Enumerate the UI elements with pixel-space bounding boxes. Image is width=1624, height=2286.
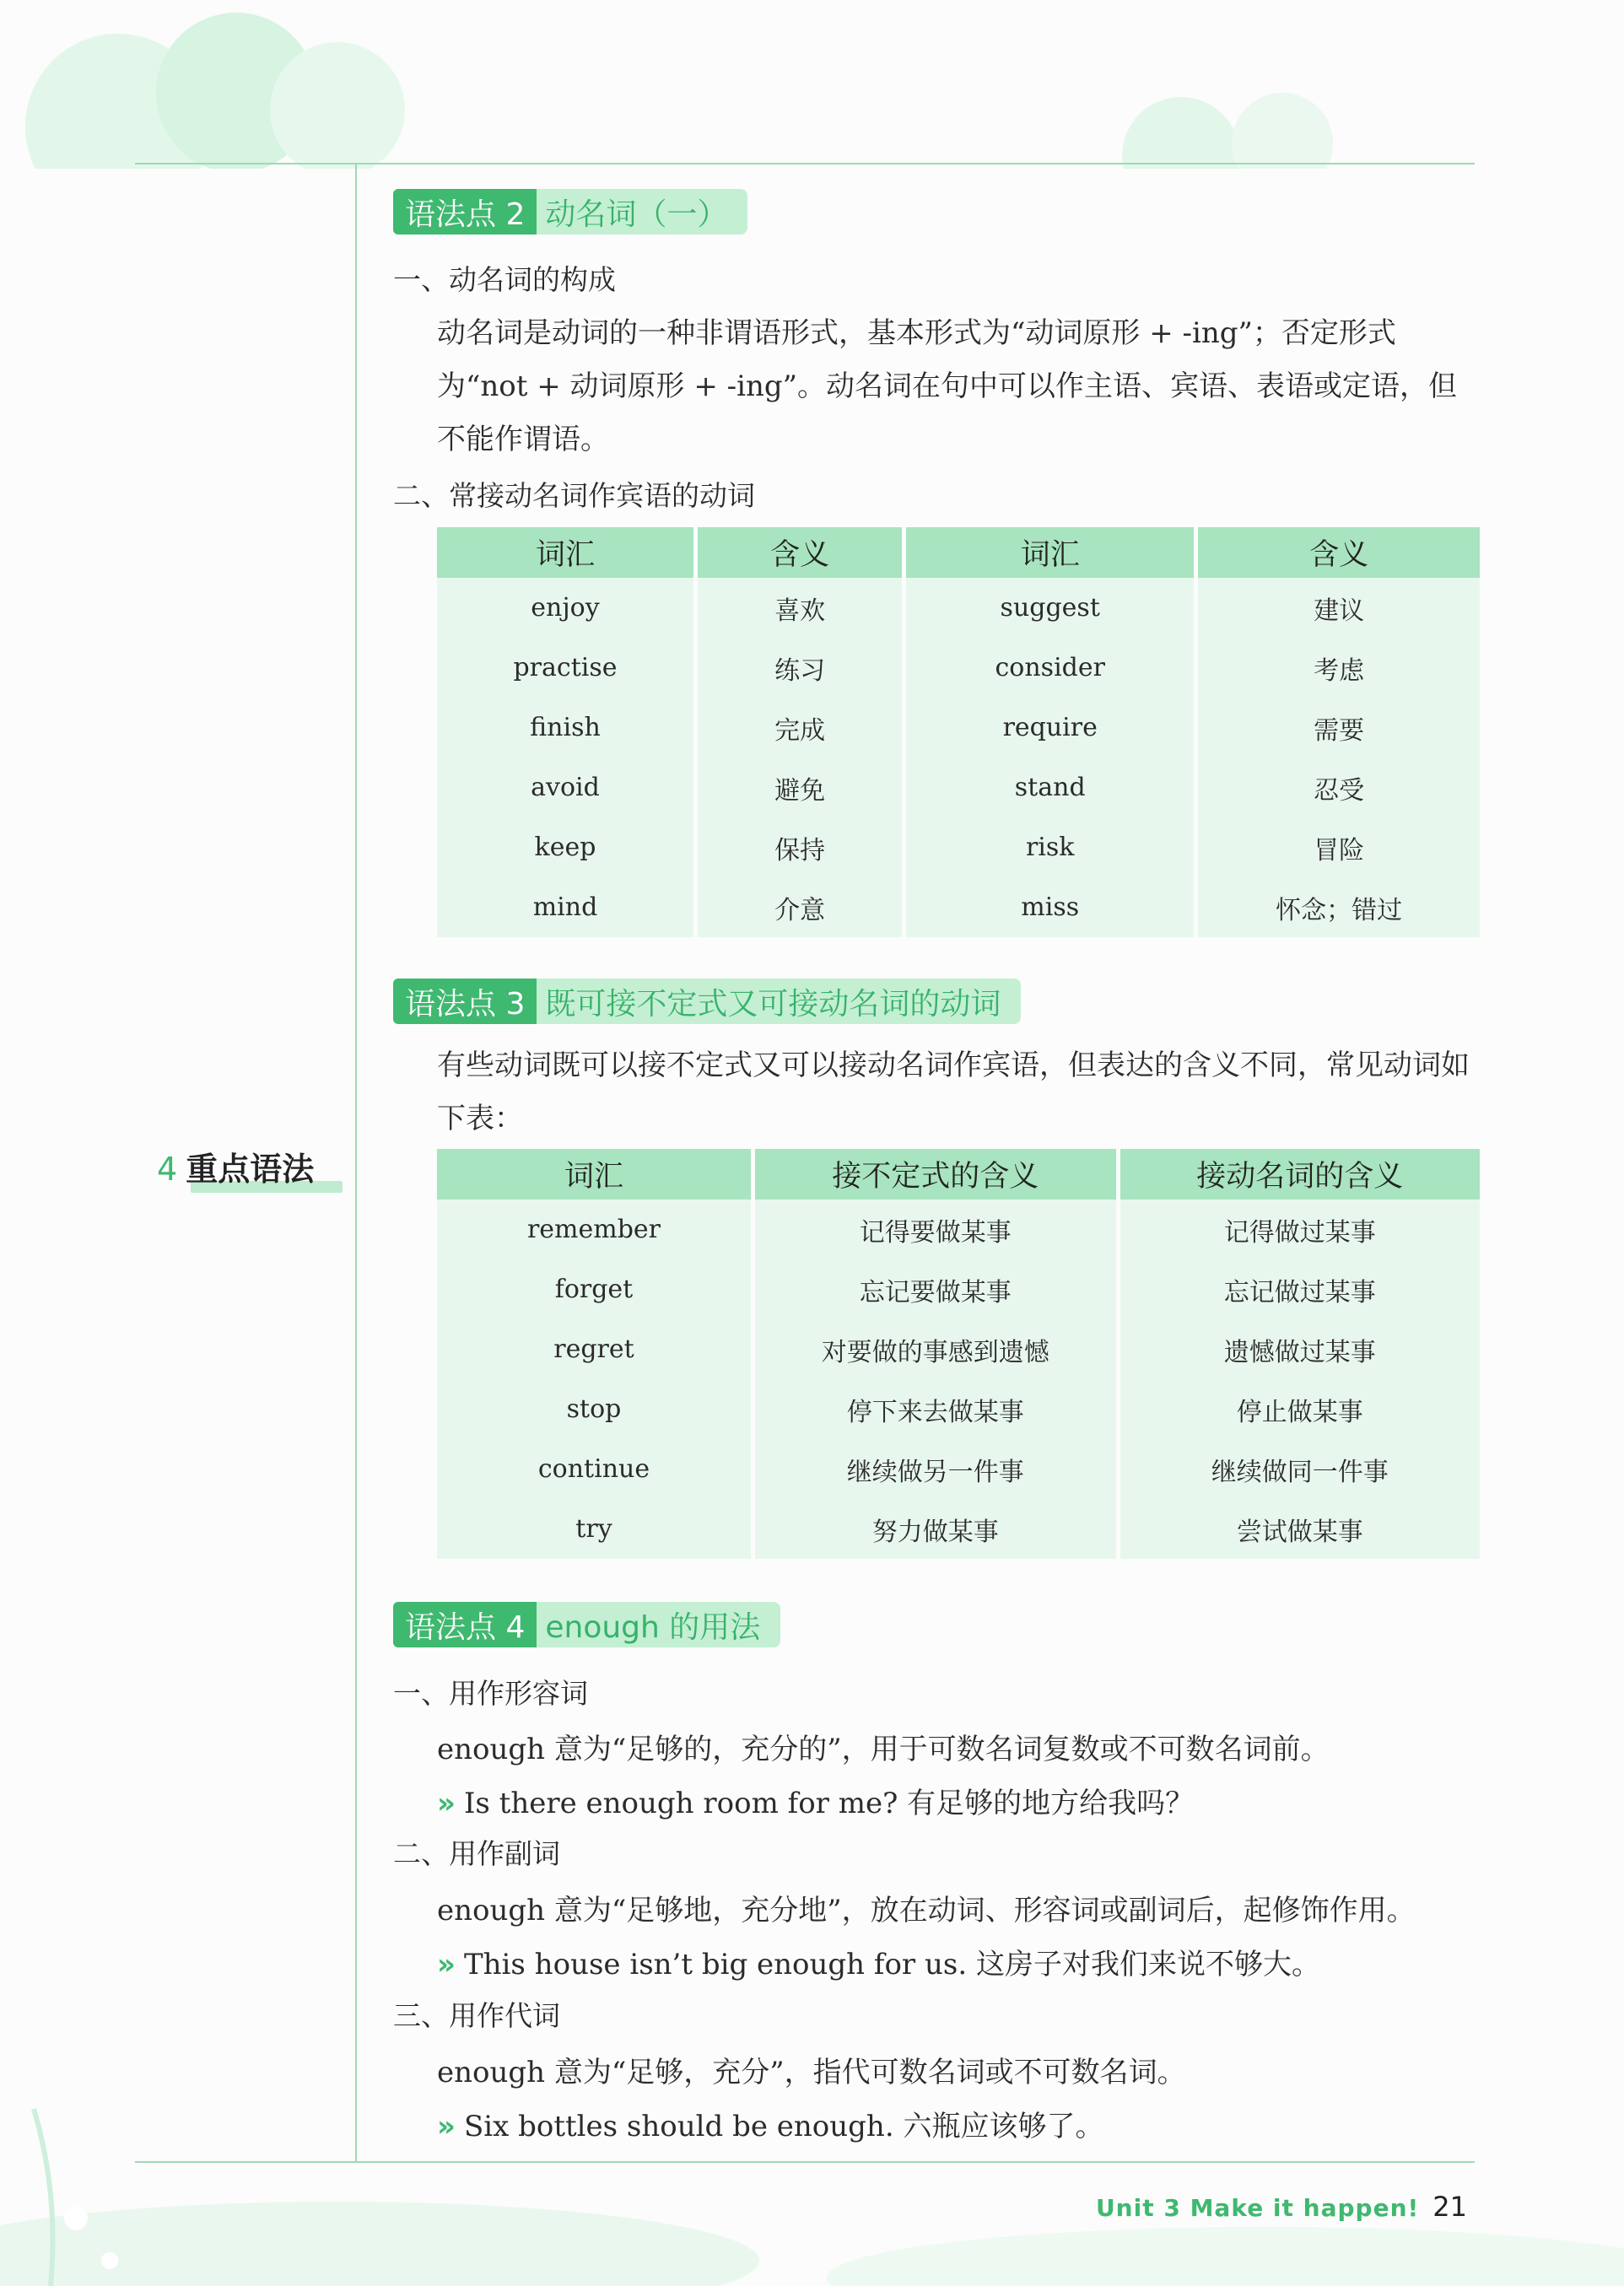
table-row <box>437 758 1480 817</box>
table-row <box>437 877 1480 937</box>
table-cell: 继续做另一件事 <box>755 1439 1120 1499</box>
usage-description: enough 意为“足够，充分”，指代可数名词或不可数名词。 <box>437 2056 1186 2089</box>
table-cell: try <box>437 1499 755 1559</box>
table-cell: practise <box>437 638 698 698</box>
table-row <box>437 1319 1480 1379</box>
table-cell: 记得要做某事 <box>755 1200 1120 1259</box>
table-cell: regret <box>437 1319 755 1379</box>
table-cell: 停止做某事 <box>1120 1379 1480 1439</box>
section-title: 重点语法 <box>186 1151 315 1188</box>
double-chevron-icon: » <box>437 1948 456 1981</box>
table-cell: consider <box>906 638 1198 698</box>
column-header: 接不定式的含义 <box>755 1149 1120 1200</box>
usage-description: enough 意为“足够的，充分的”，用于可数名词复数或不可数名词前。 <box>437 1733 1330 1766</box>
table-header-row <box>437 527 1480 578</box>
table-row <box>437 698 1480 758</box>
table-cell: 需要 <box>1198 698 1480 758</box>
column-header: 接动名词的含义 <box>1120 1149 1480 1200</box>
table-cell: remember <box>437 1200 755 1259</box>
table-cell: 怀念；错过 <box>1198 877 1480 937</box>
table-cell: 停下来去做某事 <box>755 1379 1120 1439</box>
table-cell: 建议 <box>1198 578 1480 638</box>
table-cell: suggest <box>906 578 1198 638</box>
example-text: Is there enough room for me? 有足够的地方给我吗？ <box>463 1787 1195 1820</box>
table-cell: enjoy <box>437 578 698 638</box>
column-header: 词汇 <box>906 527 1198 578</box>
example-sentence <box>437 1941 1320 1982</box>
table-cell: 保持 <box>698 817 906 877</box>
table-cell: 记得做过某事 <box>1120 1200 1480 1259</box>
page-footer <box>1096 2191 1467 2223</box>
table-cell: finish <box>437 698 698 758</box>
example-text: This house isn’t big enough for us. 这房子对我们来说不够大。 <box>463 1948 1320 1981</box>
subsection-heading: 一、动名词的构成 <box>393 263 616 296</box>
table-cell: 努力做某事 <box>755 1499 1120 1559</box>
example-sentence <box>437 2103 1103 2144</box>
section-number: 4 <box>157 1151 178 1188</box>
table-cell: stand <box>906 758 1198 817</box>
table-header-row <box>437 1149 1480 1200</box>
table-cell: 对要做的事感到遗憾 <box>755 1319 1120 1379</box>
table-row <box>437 1499 1480 1559</box>
table-row <box>437 1379 1480 1439</box>
table-cell: 考虑 <box>1198 638 1480 698</box>
table-cell: avoid <box>437 758 698 817</box>
usage-description: enough 意为“足够地，充分地”，放在动词、形容词或副词后，起修饰作用。 <box>437 1894 1416 1927</box>
table-row <box>437 638 1480 698</box>
table-cell: require <box>906 698 1198 758</box>
table-row <box>437 578 1480 638</box>
column-header: 含义 <box>698 527 906 578</box>
grammar-point-title: enough 的用法 <box>537 1602 780 1647</box>
table-cell: 避免 <box>698 758 906 817</box>
table-cell: 继续做同一件事 <box>1120 1439 1480 1499</box>
double-chevron-icon: » <box>437 1787 456 1820</box>
bottom-rule <box>135 2161 1475 2163</box>
gerund-verbs-table <box>437 527 1480 937</box>
grammar-point-tag: 语法点 3 <box>393 979 537 1024</box>
table-cell: 忘记做过某事 <box>1120 1259 1480 1319</box>
table-cell: stop <box>437 1379 755 1439</box>
column-header: 词汇 <box>437 527 698 578</box>
page-number: 21 <box>1432 2191 1467 2223</box>
table-cell: 尝试做某事 <box>1120 1499 1480 1559</box>
table-cell: 遗憾做过某事 <box>1120 1319 1480 1379</box>
table-row <box>437 817 1480 877</box>
sidebar-divider <box>355 163 357 2162</box>
table-cell: 忘记要做某事 <box>755 1259 1120 1319</box>
paragraph: 动名词是动词的一种非谓语形式，基本形式为“动词原形 + -ing”；否定形式为“not + 动词原形 + -ing”。动名词在句中可以作主语、宾语、表语或定语，但不能作谓语。 <box>437 316 1458 456</box>
example-sentence <box>437 1780 1194 1821</box>
paragraph: 有些动词既可以接不定式又可以接动名词作宾语，但表达的含义不同，常见动词如下表： <box>437 1049 1470 1135</box>
subsection-heading: 三、用作代词 <box>393 1999 560 2032</box>
grammar-point-title: 动名词（一） <box>537 189 747 235</box>
subsection-heading: 一、用作形容词 <box>393 1677 588 1710</box>
double-chevron-icon: » <box>437 2110 456 2143</box>
grammar-point-tag: 语法点 2 <box>393 189 537 235</box>
table-cell: 练习 <box>698 638 906 698</box>
table-cell: keep <box>437 817 698 877</box>
table-cell: forget <box>437 1259 755 1319</box>
subsection-heading: 二、常接动名词作宾语的动词 <box>393 479 755 512</box>
example-text: Six bottles should be enough. 六瓶应该够了。 <box>463 2110 1104 2143</box>
table-row <box>437 1259 1480 1319</box>
infinitive-gerund-table <box>437 1149 1480 1559</box>
column-header: 词汇 <box>437 1149 755 1200</box>
grammar-point-title: 既可接不定式又可接动名词的动词 <box>537 979 1021 1024</box>
grammar-point-3-heading <box>393 979 1021 1024</box>
table-cell: 冒险 <box>1198 817 1480 877</box>
grammar-point-tag: 语法点 4 <box>393 1602 537 1647</box>
table-cell: mind <box>437 877 698 937</box>
section-label <box>157 1143 314 1189</box>
table-cell: 喜欢 <box>698 578 906 638</box>
table-cell: risk <box>906 817 1198 877</box>
grammar-point-2-heading <box>393 189 747 235</box>
table-row <box>437 1200 1480 1259</box>
top-rule <box>135 163 1475 164</box>
table-row <box>437 1439 1480 1499</box>
table-cell: 忍受 <box>1198 758 1480 817</box>
table-cell: miss <box>906 877 1198 937</box>
cloud-decoration <box>0 0 1624 169</box>
table-cell: continue <box>437 1439 755 1499</box>
table-cell: 完成 <box>698 698 906 758</box>
column-header: 含义 <box>1198 527 1480 578</box>
unit-title: Unit 3 Make it happen! <box>1095 2194 1420 2222</box>
table-cell: 介意 <box>698 877 906 937</box>
grammar-point-4-heading <box>393 1602 780 1647</box>
subsection-heading: 二、用作副词 <box>393 1837 560 1870</box>
